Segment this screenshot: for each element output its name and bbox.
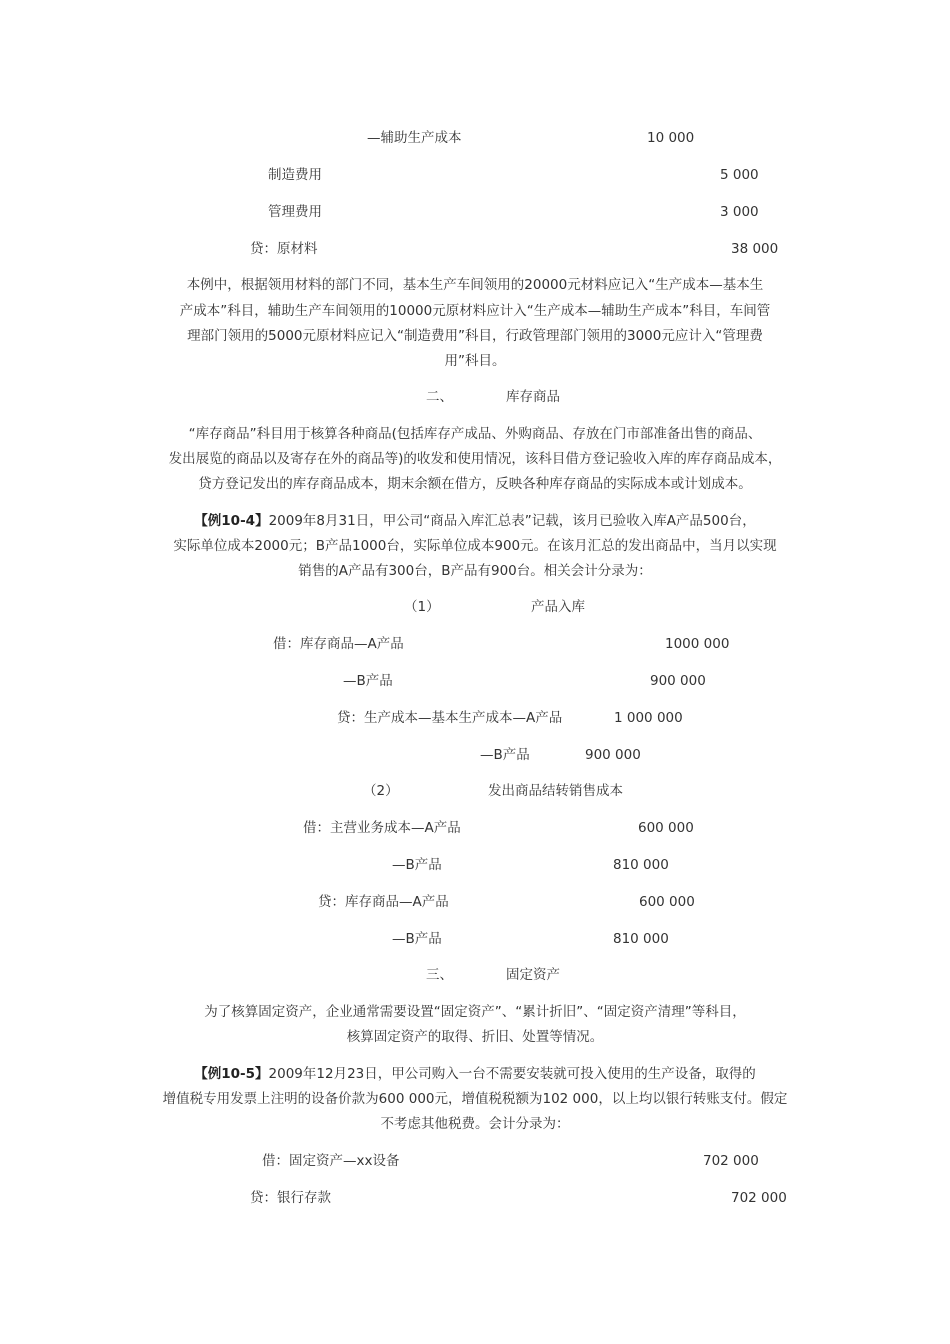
- section-number: 三、: [426, 967, 453, 983]
- entry-label: 贷：生产成本—基本生产成本—A产品: [337, 710, 563, 726]
- entry-label: 贷：原材料: [250, 241, 318, 257]
- entry-label: 借：库存商品—A产品: [273, 636, 404, 652]
- entry-amount: 702 000: [703, 1153, 759, 1169]
- example-line: 【例10-4】2009年8月31日，甲公司“商品入库汇总表”记载，该月已验收入库A产品500台，: [194, 513, 756, 529]
- paragraph-line: 本例中，根据领用材料的部门不同，基本生产车间领用的20000元材料应记入“生产成本—基本生: [186, 277, 764, 293]
- paragraph-line: 理部门领用的5000元原材料应记入“制造费用”科目，行政管理部门领用的3000元应计入“管理费: [187, 328, 763, 344]
- paragraph-line: 产成本”科目，辅助生产车间领用的10000元原材料应计入“生产成本—辅助生产成本”科目，车间管: [179, 303, 771, 319]
- subsection-number: （1）: [404, 599, 440, 615]
- entry-amount: 600 000: [638, 820, 694, 836]
- subsection-title: 产品入库: [531, 599, 585, 615]
- paragraph-line: 发出展览的商品以及寄存在外的商品等)的收发和使用情况，该科目借方登记验收入库的库存商品成本，: [168, 451, 782, 467]
- entry-label: —辅助生产成本: [367, 130, 462, 146]
- example-tag: 【例10-4】: [194, 513, 269, 529]
- example-line: 不考虑其他税费。会计分录为：: [380, 1116, 570, 1132]
- section-title: 库存商品: [506, 389, 560, 405]
- example-line: 【例10-5】2009年12月23日，甲公司购入一台不需要安装就可投入使用的生产设备，取得的: [194, 1066, 756, 1082]
- paragraph-line: 用”科目。: [444, 353, 506, 369]
- entry-amount: 810 000: [613, 931, 669, 947]
- entry-label: —B产品: [480, 747, 530, 763]
- subsection-number: （2）: [363, 783, 399, 799]
- entry-label: —B产品: [392, 931, 442, 947]
- entry-amount: 3 000: [720, 204, 759, 220]
- paragraph-line: 为了核算固定资产，企业通常需要设置“固定资产”、“累计折旧”、“固定资产清理”等科目，: [204, 1004, 746, 1020]
- entry-amount: 900 000: [650, 673, 706, 689]
- entry-label: —B产品: [343, 673, 393, 689]
- example-line: 实际单位成本2000元；B产品1000台，实际单位成本900元。在该月汇总的发出商品中，当月以实现: [173, 538, 777, 554]
- paragraph-line: 核算固定资产的取得、折旧、处置等情况。: [346, 1029, 604, 1045]
- entry-amount: 1000 000: [665, 636, 730, 652]
- entry-label: —B产品: [392, 857, 442, 873]
- entry-amount: 810 000: [613, 857, 669, 873]
- entry-amount: 900 000: [585, 747, 641, 763]
- entry-amount: 702 000: [731, 1190, 787, 1206]
- entry-amount: 600 000: [639, 894, 695, 910]
- entry-label: 制造费用: [268, 167, 322, 183]
- section-title: 固定资产: [506, 967, 560, 983]
- entry-amount: 38 000: [731, 241, 779, 257]
- entry-label: 借：主营业务成本—A产品: [303, 820, 461, 836]
- paragraph-line: 贷方登记发出的库存商品成本，期末余额在借方，反映各种库存商品的实际成本或计划成本。: [198, 476, 752, 492]
- example-line: 销售的A产品有300台，B产品有900台。相关会计分录为：: [298, 563, 652, 579]
- entry-label: 贷：库存商品—A产品: [318, 894, 449, 910]
- subsection-title: 发出商品结转销售成本: [488, 783, 623, 799]
- entry-label: 贷：银行存款: [250, 1190, 331, 1206]
- example-line: 增值税专用发票上注明的设备价款为600 000元，增值税税额为102 000，以上均以银行转账支付。假定: [162, 1091, 788, 1107]
- entry-label: 管理费用: [268, 204, 322, 220]
- entry-amount: 5 000: [720, 167, 759, 183]
- section-number: 二、: [426, 389, 453, 405]
- entry-amount: 1 000 000: [614, 710, 683, 726]
- example-tag: 【例10-5】: [194, 1066, 269, 1082]
- paragraph-line: “库存商品”科目用于核算各种商品(包括库存产成品、外购商品、存放在门市部准备出售的商品、: [188, 426, 762, 442]
- entry-amount: 10 000: [647, 130, 695, 146]
- entry-label: 借：固定资产—xx设备: [262, 1153, 400, 1169]
